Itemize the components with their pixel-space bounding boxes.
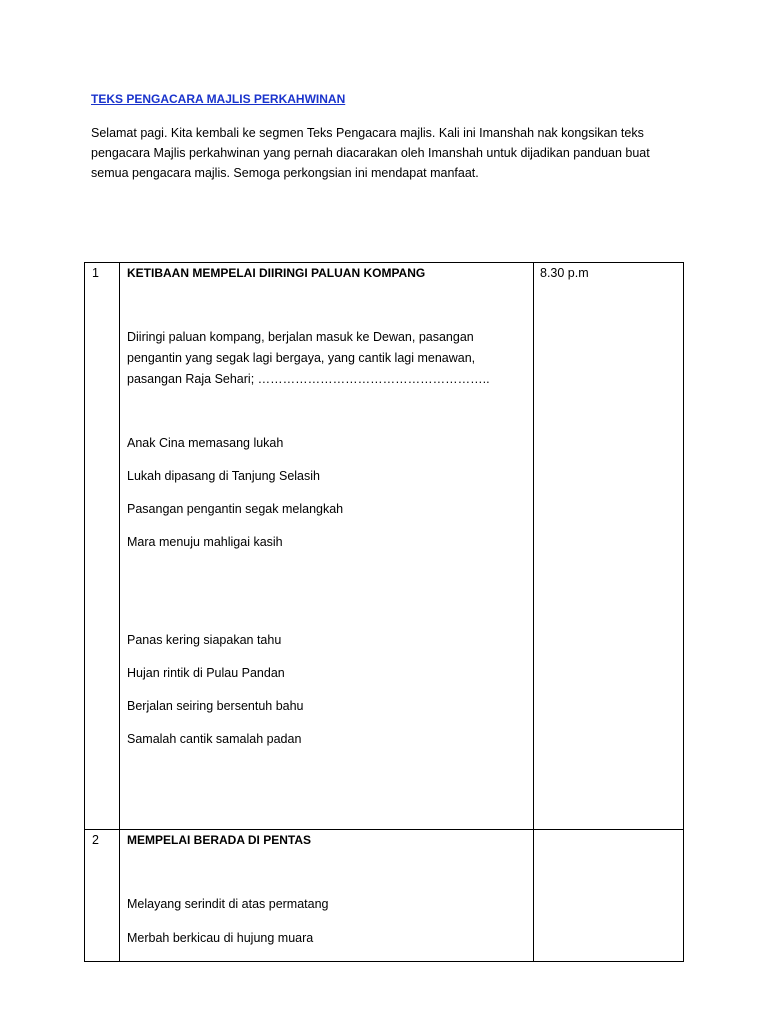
paragraph-line: pengantin yang segak lagi bergaya, yang cantik lagi menawan, <box>127 351 476 365</box>
row-time: 8.30 p.m <box>540 266 589 280</box>
row-heading: MEMPELAI BERADA DI PENTAS <box>127 833 312 847</box>
verse-line: Anak Cina memasang lukah <box>127 436 284 450</box>
intro-line: pengacara Majlis perkahwinan yang pernah diacarakan oleh Imanshah untuk dijadikan panduan buat <box>91 146 650 160</box>
row-paragraph <box>127 327 490 390</box>
paragraph-line: pasangan Raja Sehari; ……………………………………………….. <box>127 372 490 386</box>
page-title[interactable]: TEKS PENGACARA MAJLIS PERKAHWINAN <box>91 92 346 106</box>
intro-paragraph <box>91 123 691 183</box>
intro-line: Selamat pagi. Kita kembali ke segmen Teks Pengacara majlis. Kali ini Imanshah nak kongsikan teks <box>91 126 644 140</box>
row-heading: KETIBAAN MEMPELAI DIIRINGI PALUAN KOMPANG <box>127 266 426 280</box>
verse-line: Lukah dipasang di Tanjung Selasih <box>127 469 320 483</box>
program-table <box>84 262 684 962</box>
verse-line: Pasangan pengantin segak melangkah <box>127 502 344 516</box>
verse-line: Merbah berkicau di hujung muara <box>127 931 314 945</box>
verse-line: Melayang serindit di atas permatang <box>127 897 329 911</box>
paragraph-line: Diiringi paluan kompang, berjalan masuk ke Dewan, pasangan <box>127 330 474 344</box>
verse-line: Mara menuju mahligai kasih <box>127 535 283 549</box>
verse-line: Panas kering siapakan tahu <box>127 633 282 647</box>
column-divider <box>119 263 120 961</box>
verse-line: Hujan rintik di Pulau Pandan <box>127 666 285 680</box>
row-divider <box>85 829 683 830</box>
row-number: 1 <box>92 266 99 280</box>
column-divider <box>533 263 534 961</box>
row-number: 2 <box>92 833 99 847</box>
verse-line: Berjalan seiring bersentuh bahu <box>127 699 304 713</box>
verse-line: Samalah cantik samalah padan <box>127 732 302 746</box>
intro-line: semua pengacara majlis. Semoga perkongsian ini mendapat manfaat. <box>91 166 479 180</box>
